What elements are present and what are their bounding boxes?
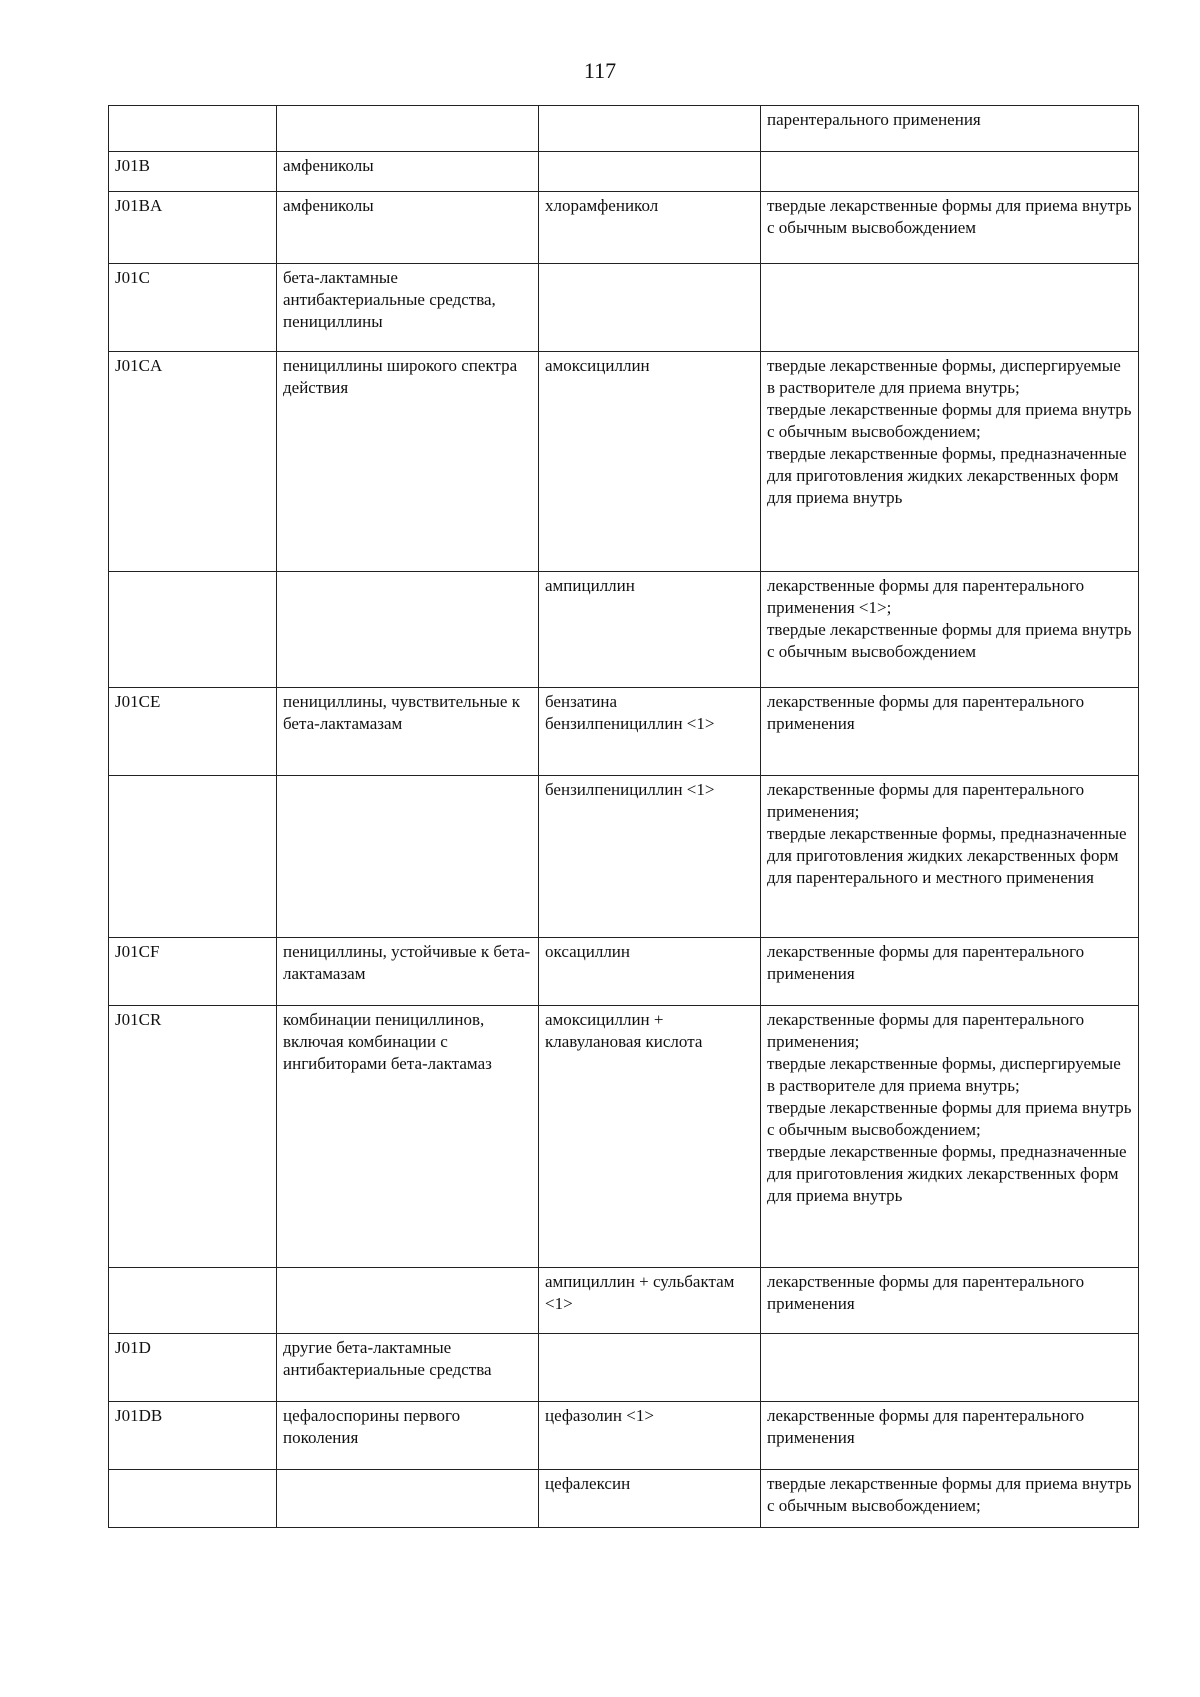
group-name-cell <box>277 776 539 938</box>
group-name-cell: амфениколы <box>277 192 539 264</box>
group-name-cell <box>277 1470 539 1528</box>
atc-code-cell: J01CA <box>109 352 277 572</box>
atc-code-cell <box>109 1470 277 1528</box>
drug-name-cell: ампициллин <box>539 572 761 688</box>
drug-name-cell: ампициллин + сульбактам <1> <box>539 1268 761 1334</box>
dosage-forms-cell: твердые лекарственные формы для приема внутрь с обычным высвобождением; <box>761 1470 1139 1528</box>
atc-code-cell <box>109 1268 277 1334</box>
table-row <box>109 1402 1139 1470</box>
group-name-cell: другие бета-лактамные антибактериальные средства <box>277 1334 539 1402</box>
dosage-forms-cell <box>761 264 1139 352</box>
group-name-cell: бета-лактамные антибактериальные средства, пенициллины <box>277 264 539 352</box>
table-row <box>109 106 1139 152</box>
table-row <box>109 776 1139 938</box>
table-row <box>109 938 1139 1006</box>
dosage-forms-cell: лекарственные формы для парентерального применения <box>761 938 1139 1006</box>
drug-name-cell <box>539 106 761 152</box>
table-row <box>109 688 1139 776</box>
group-name-cell: цефалоспорины первого поколения <box>277 1402 539 1470</box>
drug-name-cell: цефазолин <1> <box>539 1402 761 1470</box>
drug-name-cell: оксациллин <box>539 938 761 1006</box>
group-name-cell <box>277 106 539 152</box>
dosage-forms-cell: лекарственные формы для парентерального применения <box>761 1402 1139 1470</box>
dosage-forms-cell: парентерального применения <box>761 106 1139 152</box>
table-row <box>109 352 1139 572</box>
dosage-forms-cell: лекарственные формы для парентерального применения <box>761 1268 1139 1334</box>
dosage-forms-cell: лекарственные формы для парентерального применения; твердые лекарственные формы, предназначенные для приготовления жидких лекарственных форм для парентерального и местного применения <box>761 776 1139 938</box>
atc-code-cell: J01CF <box>109 938 277 1006</box>
group-name-cell: пенициллины, чувствительные к бета-лактамазам <box>277 688 539 776</box>
atc-code-cell: J01D <box>109 1334 277 1402</box>
drug-name-cell: амоксициллин + клавулановая кислота <box>539 1006 761 1268</box>
drug-name-cell <box>539 1334 761 1402</box>
atc-code-cell: J01CE <box>109 688 277 776</box>
group-name-cell: пенициллины широкого спектра действия <box>277 352 539 572</box>
atc-code-cell <box>109 106 277 152</box>
atc-code-cell: J01C <box>109 264 277 352</box>
atc-code-cell: J01DB <box>109 1402 277 1470</box>
table-row <box>109 1334 1139 1402</box>
table-row <box>109 1006 1139 1268</box>
group-name-cell: амфениколы <box>277 152 539 192</box>
table-row <box>109 192 1139 264</box>
group-name-cell <box>277 1268 539 1334</box>
dosage-forms-cell <box>761 152 1139 192</box>
dosage-forms-cell: лекарственные формы для парентерального применения <1>; твердые лекарственные формы для приема внутрь с обычным высвобождением <box>761 572 1139 688</box>
atc-code-cell: J01B <box>109 152 277 192</box>
dosage-forms-cell: лекарственные формы для парентерального применения; твердые лекарственные формы, диспергируемые в растворителе для приема внутрь; твердые лекарственные формы для приема внутрь с обычным высвобождением; твердые лекарственные формы, предназначенные для приготовления жидких лекарственных форм для приема внутрь <box>761 1006 1139 1268</box>
medication-table <box>108 105 1139 1528</box>
drug-name-cell: хлорамфеникол <box>539 192 761 264</box>
drug-name-cell <box>539 152 761 192</box>
atc-code-cell <box>109 776 277 938</box>
table-row <box>109 1470 1139 1528</box>
drug-name-cell: цефалексин <box>539 1470 761 1528</box>
atc-code-cell <box>109 572 277 688</box>
table-row <box>109 264 1139 352</box>
drug-name-cell: бензатина бензилпенициллин <1> <box>539 688 761 776</box>
table-row <box>109 152 1139 192</box>
table-row <box>109 572 1139 688</box>
group-name-cell: пенициллины, устойчивые к бета-лактамазам <box>277 938 539 1006</box>
dosage-forms-cell: лекарственные формы для парентерального применения <box>761 688 1139 776</box>
dosage-forms-cell: твердые лекарственные формы для приема внутрь с обычным высвобождением <box>761 192 1139 264</box>
dosage-forms-cell: твердые лекарственные формы, диспергируемые в растворителе для приема внутрь; твердые лекарственные формы для приема внутрь с обычным высвобождением; твердые лекарственные формы, предназначенные для приготовления жидких лекарственных форм для приема внутрь <box>761 352 1139 572</box>
atc-code-cell: J01BA <box>109 192 277 264</box>
page-number: 117 <box>583 58 617 83</box>
table-row <box>109 1268 1139 1334</box>
dosage-forms-cell <box>761 1334 1139 1402</box>
drug-name-cell: бензилпенициллин <1> <box>539 776 761 938</box>
drug-name-cell: амоксициллин <box>539 352 761 572</box>
drug-name-cell <box>539 264 761 352</box>
group-name-cell <box>277 572 539 688</box>
group-name-cell: комбинации пенициллинов, включая комбинации с ингибиторами бета-лактамаз <box>277 1006 539 1268</box>
atc-code-cell: J01CR <box>109 1006 277 1268</box>
